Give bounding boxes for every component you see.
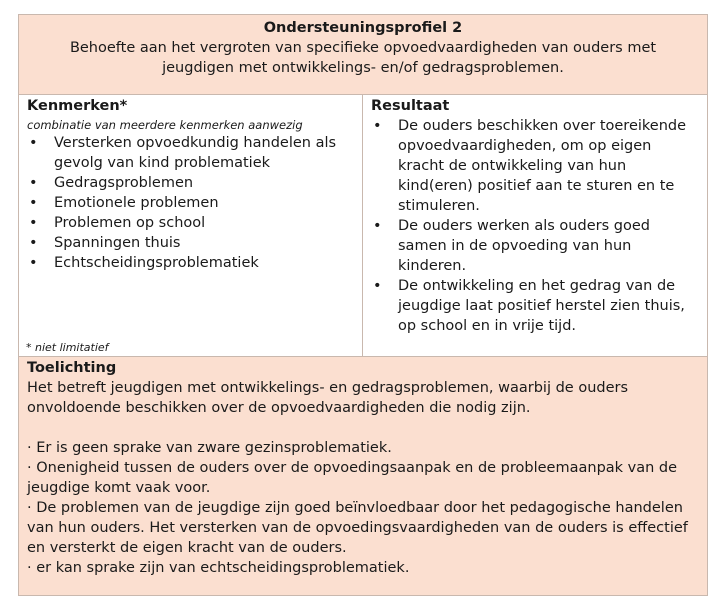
toelichting-section	[18, 356, 708, 596]
kenmerken-list	[27, 133, 356, 273]
resultaat-column	[363, 95, 707, 356]
resultaat-item: • De ouders werken als ouders goed samen in de opvoeding van hun kinderen.	[371, 216, 701, 276]
toelichting-point: · Onenigheid tussen de ouders over de opvoedingsaanpak en de probleemaanpak van de jeugdige komt vaak voor.	[27, 460, 678, 496]
kenmerken-item: • Spanningen thuis	[27, 233, 356, 253]
toelichting-point: · er kan sprake zijn van echtscheidingsproblematiek.	[27, 560, 410, 576]
resultaat-list	[371, 116, 701, 336]
kenmerken-item: • Problemen op school	[27, 213, 356, 233]
resultaat-item: • De ouders beschikken over toereikende opvoedvaardigheden, om op eigen kracht de ontwikkeling van hun kind(eren) positief aan te sturen en te stimuleren.	[371, 116, 701, 216]
kenmerken-item: • Echtscheidingsproblematiek	[27, 253, 356, 273]
profile-columns	[18, 94, 708, 356]
kenmerken-item: • Emotionele problemen	[27, 193, 356, 213]
toelichting-heading: Toelichting	[27, 360, 117, 376]
kenmerken-item: • Versterken opvoedkundig handelen als gevolg van kind problematiek	[27, 133, 356, 173]
resultaat-item: • De ontwikkeling en het gedrag van de jeugdige laat positief herstel zien thuis, op school en in vrije tijd.	[371, 276, 701, 336]
toelichting-intro: Het betreft jeugdigen met ontwikkelings- en gedragsproblemen, waarbij de ouders onvoldoende beschikken over de opvoedvaardigheden die nodig zijn.	[27, 380, 629, 416]
resultaat-heading: Resultaat	[371, 98, 450, 114]
kenmerken-footnote: * niet limitatief	[26, 341, 109, 354]
kenmerken-heading: Kenmerken*	[27, 98, 128, 114]
profile-subtitle: Behoefte aan het vergroten van specifieke opvoedvaardigheden van ouders met jeugdigen met ontwikkelings- en/of gedragsproblemen.	[69, 40, 657, 76]
profile-header	[18, 14, 708, 94]
paragraph-spacer	[27, 418, 699, 438]
toelichting-point: · De problemen van de jeugdige zijn goed beïnvloedbaar door het pedagogische handelen van hun ouders. Het versterken van de opvoedingsvaardigheden van de ouders is effectief en versterkt de eigen kracht van de ouders.	[27, 500, 688, 556]
kenmerken-column	[19, 95, 363, 356]
toelichting-point: · Er is geen sprake van zware gezinsproblematiek.	[27, 440, 392, 456]
support-profile-table	[18, 14, 708, 596]
kenmerken-item: • Gedragsproblemen	[27, 173, 356, 193]
kenmerken-note: combinatie van meerdere kenmerken aanwezig	[27, 118, 303, 132]
profile-title: Ondersteuningsprofiel 2	[263, 20, 463, 36]
